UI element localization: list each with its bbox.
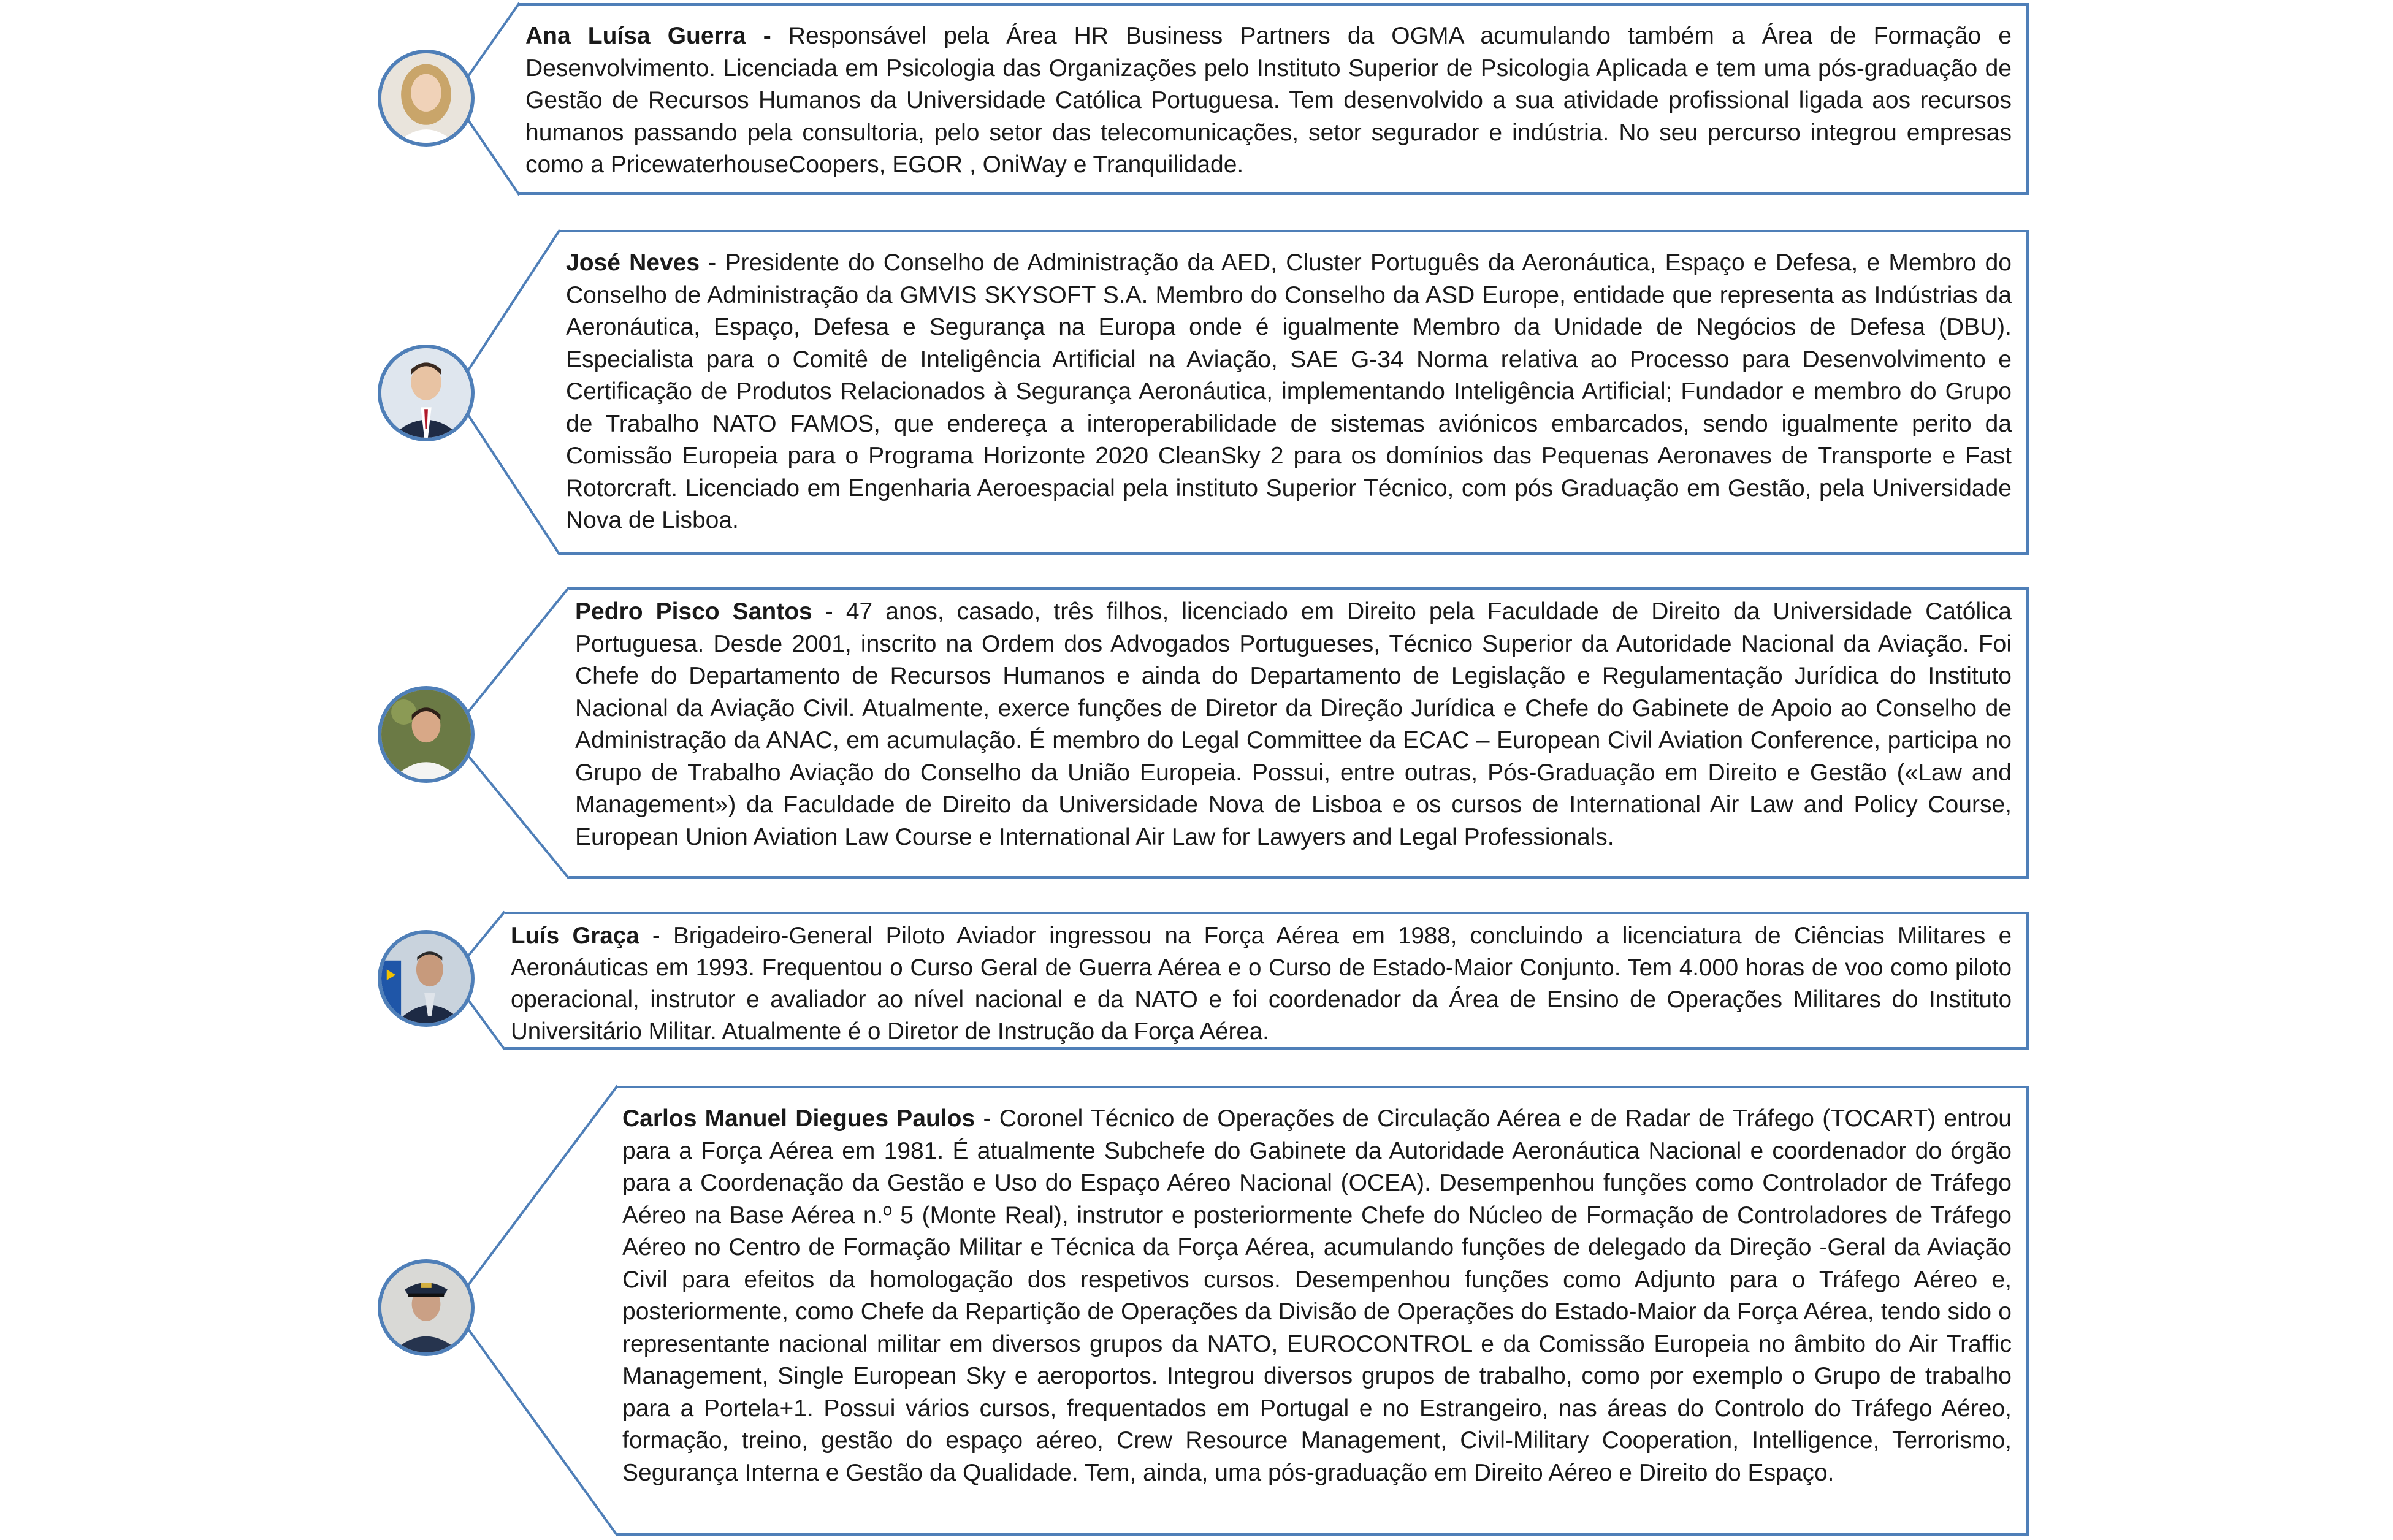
bio-description: - Coronel Técnico de Operações de Circulação Aérea e de Radar de Tráfego (TOCART) entrou para a Força Aérea em 1981. É atualmente Subchefe do Gabinete da Autoridade Aeronáutica Nacional e coordenador do órgão para a Coordenação da Gestão e Uso do Espaço Aéreo Nacional (OCEA). Desempenhou funções como Controlador de Tráfego Aéreo na Base Aérea n.º 5 (Monte Real), instrutor e posteriormente Chefe do Núcleo de Formação de Controladores de Tráfego Aéreo no Centro de Formação Militar e Técnica da Força Aérea, acumulando funções de delegado da Direção -Geral da Aviação Civil para efeitos da homologação dos respetivos cursos. Desempenhou funções como Adjunto para o Tráfego Aéreo e, posteriormente, como Chefe da Repartição de Operações da Divisão de Operações do Estado-Maior da Força Aérea, tendo sido o representante nacional militar em diversos grupos da NATO, EUROCONTROL e da Comissão Europeia no âmbito do Air Traffic Management, Single European Sky e aeroportos. Integrou diversos grupos de trabalho, como por exemplo o Grupo de trabalho para a Portela+1. Possui vários cursos, frequentados em Portugal e no Estrangeiro, nas áreas do Controlo do Tráfego Aéreo, formação, treino, gestão do espaço aéreo, Crew Resource Management, Civil-Military Cooperation, Intelligence, Terrorismo, Segurança Interna e Gestão da Qualidade. Tem, ainda, uma pós-graduação em Direito Aéreo e Direito do Espaço. (622, 1105, 2012, 1486)
bio-name: Ana Luísa Guerra - (525, 23, 771, 49)
bio-description: - 47 anos, casado, três filhos, licenciado em Direito pela Faculdade de Direito da Universidade Católica Portuguesa. Desde 2001, inscrito na Ordem dos Advogados Portugueses, Técnico Superior da Autoridade Nacional da Aviação. Foi Chefe do Departamento de Recursos Humanos e ainda do Departamento de Legislação e Regulamentação Jurídica do Instituto Nacional da Aviação Civil. Atualmente, exerce funções de Diretor da Direção Jurídica e Chefe do Gabinete de Apoio ao Conselho de Administração da ANAC, em acumulação. É membro do Legal Committee da ECAC – European Civil Aviation Conference, participa no Grupo de Trabalho Aviação do Conselho da União Europeia. Possui, entre outras, Pós-Graduação em Direito e Gestão («Law and Management») da Faculdade de Direito da Universidade Nova de Lisboa e os cursos de International Air Law and Policy Course, European Union Aviation Law Course e International Air Law for Lawyers and Legal Professionals. (575, 598, 2012, 850)
bio-card-carlos-manuel-diegues-paulos (617, 1086, 2029, 1536)
profile-photo-luis-graca (378, 930, 475, 1027)
portrait-officer-uniform-icon (381, 934, 471, 1023)
bio-name: José Neves (566, 250, 700, 276)
bio-card-pedro-pisco-santos (569, 587, 2029, 879)
profile-photo-pedro-pisco-santos (378, 686, 475, 783)
bio-card-luis-graca (505, 912, 2029, 1050)
portrait-man-white-shirt-icon (381, 690, 471, 779)
bio-description: Responsável pela Área HR Business Partners da OGMA acumulando também a Área de Formação e Desenvolvimento. Licenciada em Psicologia das Organizações pelo Instituto Superior de Psicologia Aplicada e tem uma pós-graduação de Gestão de Recursos Humanos da Universidade Católica Portuguesa. Tem desenvolvido a sua atividade profissional ligada aos recursos humanos passando pela consultoria, pelo setor das telecomunicações, setor segurador e indústria. No seu percurso integrou empresas como a PricewaterhouseCoopers, EGOR , OniWay e Tranquilidade. (525, 23, 2012, 178)
bio-name: Carlos Manuel Diegues Paulos (622, 1105, 975, 1132)
bio-description: - Presidente do Conselho de Administração da AED, Cluster Português da Aeronáutica, Espaço e Defesa, e Membro do Conselho de Administração da GMVIS SKYSOFT S.A. Membro do Conselho da ASD Europe, entidade que representa as Indústrias da Aeronáutica, Espaço, Defesa e Segurança na Europa onde é igualmente Membro da Unidade de Negócios de Defesa (DBU). Especialista para o Comitê de Inteligência Artificial na Aviação, SAE G-34 Norma relativa ao Processo para Desenvolvimento e Certificação de Produtos Relacionados à Segurança Aeronáutica, implementando Inteligência Artificial; Fundador e membro do Grupo de Trabalho NATO FAMOS, que endereça a interoperabilidade de sistemas aviónicos embarcados, sendo igualmente perito da Comissão Europeia para o Programa Horizonte 2020 CleanSky 2 para os domínios das Pequenas Aeronaves de Transporte e Fast Rotorcraft. Licenciado em Engenharia Aeroespacial pela instituto Superior Técnico, com pós Graduação em Gestão, pela Universidade Nova de Lisboa. (566, 250, 2012, 533)
portrait-officer-cap-icon (381, 1263, 471, 1352)
portrait-woman-icon (381, 53, 471, 143)
bio-card-ana-luisa-guerra (519, 3, 2029, 195)
bio-text (511, 920, 2012, 1048)
bio-text (575, 596, 2012, 853)
profile-photo-ana-luisa-guerra (378, 50, 475, 147)
profile-photo-jose-neves (378, 345, 475, 441)
portrait-man-suit-icon (381, 348, 471, 438)
bio-text (566, 247, 2012, 537)
bio-text (525, 20, 2012, 181)
bio-description: - Brigadeiro-General Piloto Aviador ingressou na Força Aérea em 1988, concluindo a licenciatura de Ciências Militares e Aeronáuticas em 1993. Frequentou o Curso Geral de Guerra Aérea e o Curso de Estado-Maior Conjunto. Tem 4.000 horas de voo como piloto operacional, instrutor e avaliador ao nível nacional e da NATO e foi coordenador da Área de Ensino de Operações Militares do Instituto Universitário Militar. Atualmente é o Diretor de Instrução da Força Aérea. (511, 923, 2012, 1045)
bio-text (622, 1103, 2012, 1489)
bio-name: Pedro Pisco Santos (575, 598, 812, 625)
bio-name: Luís Graça (511, 923, 639, 949)
profile-photo-carlos-manuel-diegues-paulos (378, 1259, 475, 1356)
bio-card-jose-neves (560, 230, 2029, 555)
